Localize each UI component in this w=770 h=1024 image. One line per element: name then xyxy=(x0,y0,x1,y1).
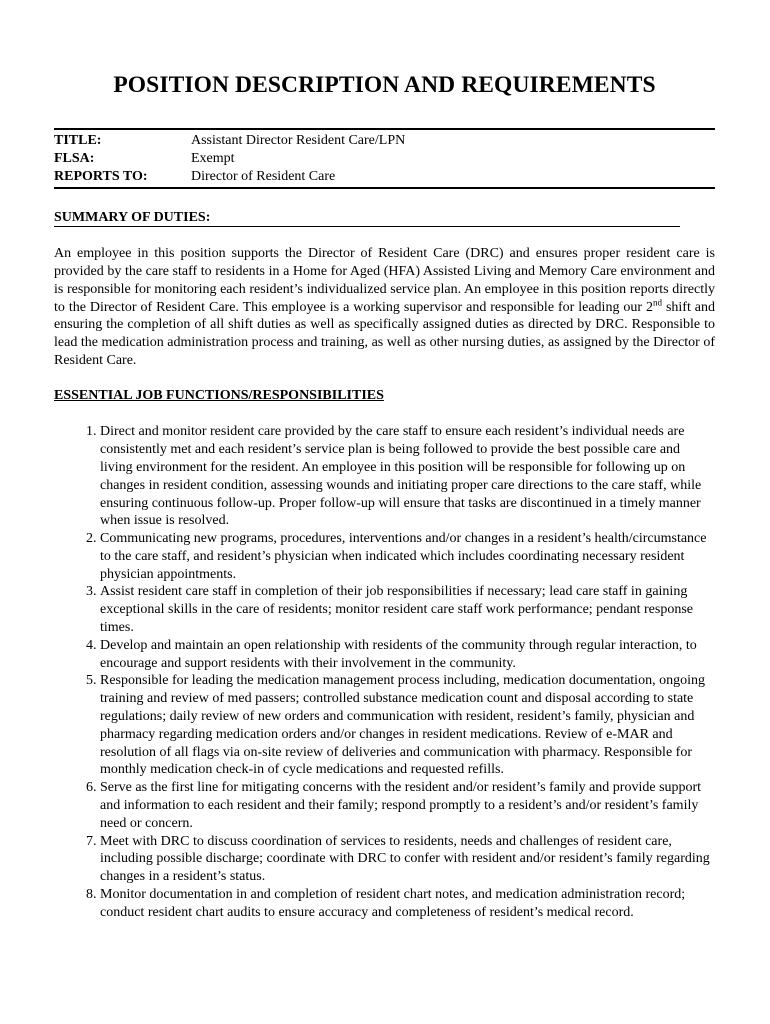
info-value: Assistant Director Resident Care/LPN xyxy=(191,133,406,148)
list-item: 6. Serve as the first line for mitigating concerns with the resident and/or resident’s family and provide support and information to each resident and their family; respond promptly to a resident’s and/or resident’s family need or concern. xyxy=(100,779,715,832)
essential-functions-heading: ESSENTIAL JOB FUNCTIONS/RESPONSIBILITIES xyxy=(54,388,384,404)
summary-paragraph xyxy=(54,245,715,369)
list-item: 8. Monitor documentation in and completion of resident chart notes, and medication administration record; conduct resident chart audits to ensure accuracy and completeness of resident’s medical record. xyxy=(100,886,715,922)
document-title: POSITION DESCRIPTION AND REQUIREMENTS xyxy=(113,72,656,98)
summary-text-part-1: An employee in this position supports the Director of Resident Care (DRC) and ensures proper resident care is provided by the care staff to residents in a Home for Aged (HFA) Assisted Living and Memory Care environment and is responsible for monitoring each resident’s individualized service plan. An employee in this position reports directly to the Director of Resident Care. This employee is a working supervisor and responsible for leading our 2 xyxy=(54,246,715,315)
list-item: 3. Assist resident care staff in completion of their job responsibilities if necessary; lead care staff in gaining exceptional skills in the care of residents; monitor resident care staff work performance; pendant response times. xyxy=(100,583,715,636)
header-rule-bottom xyxy=(54,187,715,189)
position-info-table xyxy=(54,132,405,185)
info-value: Director of Resident Care xyxy=(191,168,336,184)
list-item: 1. Direct and monitor resident care provided by the care staff to ensure each resident’s individual needs are consistently met and each resident’s service plan is being followed to provide the best possible care and living environment for the resident. An employee in this position will be responsible for following up on changes in resident condition, assessing wounds and initiating proper care directions to the care staff, while ensuring continuous follow-up. Proper follow-up will ensure that tasks are discontinued in a timely manner when issue is resolved. xyxy=(100,423,715,530)
essential-functions-list xyxy=(54,423,715,921)
list-item: 2. Communicating new programs, procedures, interventions and/or changes in a resident’s health/circumstance to the care staff, and resident’s physician when indicated which includes coordinating necessary resident physician appointments. xyxy=(100,530,715,583)
header-rule-top xyxy=(54,128,715,130)
info-label: REPORTS TO: xyxy=(54,168,148,184)
info-label: FLSA: xyxy=(54,150,95,166)
info-row-title xyxy=(54,132,405,150)
info-label: TITLE: xyxy=(54,133,102,148)
summary-text-part-2: shift and ensuring the completion of all shift duties as well as specifically assigned duties as directed by DRC. Responsible to lead the medication administration process and training, as well as other nursing duties, as assigned by the Director of Resident Care. xyxy=(54,299,715,368)
info-value: Exempt xyxy=(191,150,235,166)
summary-heading: SUMMARY OF DUTIES: xyxy=(54,210,211,226)
summary-superscript: nd xyxy=(653,296,662,307)
info-row-reports-to xyxy=(54,168,405,186)
list-item: 4. Develop and maintain an open relationship with residents of the community through regular interaction, to encourage and support residents with their involvement in the community. xyxy=(100,637,715,673)
info-row-flsa xyxy=(54,150,405,168)
list-item: 7. Meet with DRC to discuss coordination of services to residents, needs and challenges of resident care, including possible discharge; coordinate with DRC to confer with resident and/or resident’s family regarding changes in a resident’s status. xyxy=(100,833,715,886)
list-item: 5. Responsible for leading the medication management process including, medication documentation, ongoing training and review of med passers; controlled substance medication count and disposal according to state regulations; daily review of new orders and communication with resident, resident’s family, physician and pharmacy regarding medication orders and/or changes in resident medications. Review of e-MAR and resolution of all flags via on-site review of deliveries and communication with pharmacy. Responsible for monthly medication check-in of cycle medications and requested refills. xyxy=(100,672,715,779)
summary-heading-underline xyxy=(54,208,680,227)
